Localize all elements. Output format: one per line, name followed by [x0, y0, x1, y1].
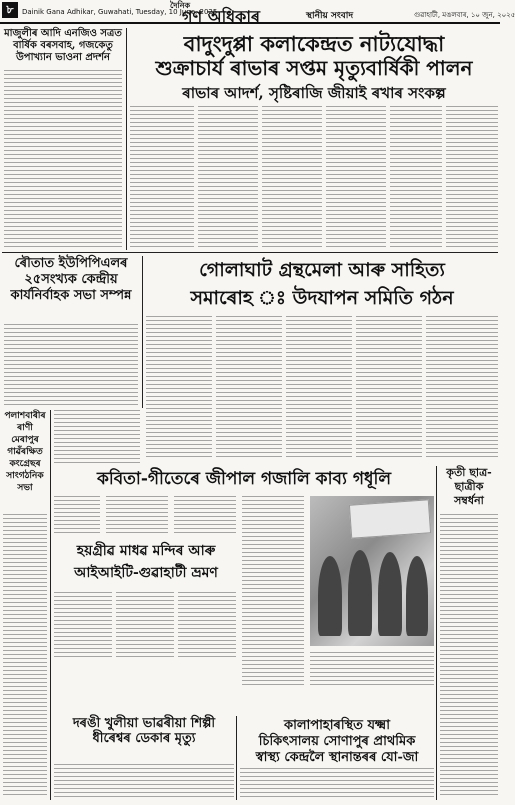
article-8 — [54, 540, 238, 660]
photo-person — [318, 556, 342, 636]
paper-info: Dainik Gana Adhikar, Guwahati, Tuesday, 10 June, 2025 — [22, 8, 218, 16]
article-4-body-col2 — [216, 316, 282, 460]
main-headline-line2: শুক্ৰাচাৰ্য ৰাভাৰ সপ্তম মৃত্যুবাৰ্ষিকী পালন — [155, 56, 473, 80]
article-8-headline: হয়গ্ৰীৱ মাধৱ মন্দিৰ আৰু আইআইটি-গুৱাহাটী ভ্ৰমণ — [74, 543, 218, 581]
newspaper-logo — [170, 0, 280, 24]
main-body-col2 — [198, 106, 258, 248]
column-rule — [50, 410, 51, 800]
logo-top-text: দৈনিক — [170, 0, 191, 10]
column-rule — [436, 466, 437, 800]
article-3-body — [4, 324, 138, 406]
main-headline-line1: বাদুংদুপ্পা কলাকেন্দ্ৰত নাট্যযোদ্ধা — [183, 31, 445, 56]
article-8-body-col2 — [116, 592, 174, 658]
article-6-body-col1 — [54, 496, 100, 536]
column-rule — [126, 28, 127, 250]
main-subheadline: ৰাভাৰ আদৰ্শ, সৃষ্টিৰাজি জীয়াই ৰখাৰ সংকল্প — [182, 84, 446, 102]
article-8-body-col3 — [178, 592, 236, 658]
article-8-body-col1 — [54, 592, 112, 658]
article-6-body-col4 — [242, 496, 304, 686]
article-5-headline: পলাশবাৰীৰ ৰাণী মেৰাপুৰ গাৱঁৰক্ষিত কংগ্ৰেছৰ সাংগঠনিক সভা — [4, 411, 46, 493]
article-9-body — [54, 764, 234, 798]
photo-person — [378, 552, 402, 636]
column-rule — [142, 256, 143, 408]
main-body-col3 — [262, 106, 322, 248]
article-6-headline: কবিতা-গীতেৰে জীপাল গজালি কাব্য গধূলি — [96, 469, 392, 489]
article-9 — [54, 716, 234, 800]
article-7-body — [440, 514, 498, 798]
article-6-body-col3 — [174, 496, 236, 536]
article-3-headline: ৰৌতাত ইউপিপিএলৰ ২৫সংখ্যক কেন্দ্ৰীয় কাৰ্যনিৰ্বাহক সভা সম্পন্ন — [10, 256, 132, 303]
main-body-col4 — [326, 106, 386, 248]
article-3 — [2, 256, 140, 408]
article-10 — [240, 716, 434, 800]
article-10-headline-line3: স্বাস্থ্য কেন্দ্ৰলৈ স্থানান্তৰৰ যো-জা — [255, 750, 419, 765]
column-rule — [236, 716, 237, 800]
photo-banner — [349, 499, 431, 538]
article-4-headline-line2: সমাৰোহ ঃ উদযাপন সমিতি গঠন — [190, 287, 454, 309]
article-4-body-col3 — [286, 316, 352, 460]
article-10-headline-line1: কালাপাহাৰস্থিত যক্ষ্মা — [284, 718, 390, 733]
article-4 — [146, 256, 498, 462]
article-4-body-col1 — [146, 316, 212, 460]
article-1 — [2, 28, 124, 250]
masthead — [0, 0, 515, 26]
section-name: স্থানীয় সংবাদ — [306, 11, 354, 21]
issue-date: গুৱাহাটী, মঙলবাৰ, ১০ জুন, ২০২৫ — [414, 11, 515, 19]
article-9-headline: দৰঙী খুলীয়া ভাৱৰীয়া শিল্পী ধীৰেশ্বৰ ডেকাৰ মৃত্যু — [72, 716, 216, 746]
photo-person — [348, 550, 372, 636]
article-10-headline-line2: চিকিৎসালয় সোণাপুৰ প্ৰাথমিক — [258, 734, 416, 749]
article-1-headline: মাজুলীৰ আদি এনজিও সত্ৰত বাৰ্ষিক বৰসবাহ, গজকেতু উপাখ্যান ভাওনা প্ৰদৰ্শন — [4, 28, 122, 63]
article-7 — [440, 466, 498, 800]
main-body-col5 — [390, 106, 442, 248]
photo-person — [406, 556, 428, 636]
page-number: ৮ — [2, 2, 18, 18]
event-photo — [310, 496, 434, 646]
main-body-col6 — [446, 106, 498, 248]
article-5-body — [3, 514, 47, 798]
article-6-body-col5 — [310, 652, 434, 686]
main-article — [130, 28, 498, 250]
article-5 — [2, 410, 48, 800]
article-4-body-col4 — [356, 316, 422, 460]
logo-main-text: গণ অধিকাৰ — [182, 7, 260, 26]
article-1-body — [4, 70, 122, 248]
main-body-col1 — [130, 106, 194, 248]
section-rule — [2, 252, 498, 253]
article-3-body-continued — [54, 410, 140, 466]
article-4-body-col5 — [426, 316, 498, 460]
article-7-headline: কৃতী ছাত্ৰ-ছাত্ৰীক সম্বৰ্ধনা — [446, 466, 492, 507]
article-4-headline-line1: গোলাঘাট গ্ৰন্থমেলা আৰু সাহিত্য — [199, 259, 445, 281]
article-6-body-col2 — [106, 496, 168, 536]
article-10-body — [240, 768, 434, 798]
